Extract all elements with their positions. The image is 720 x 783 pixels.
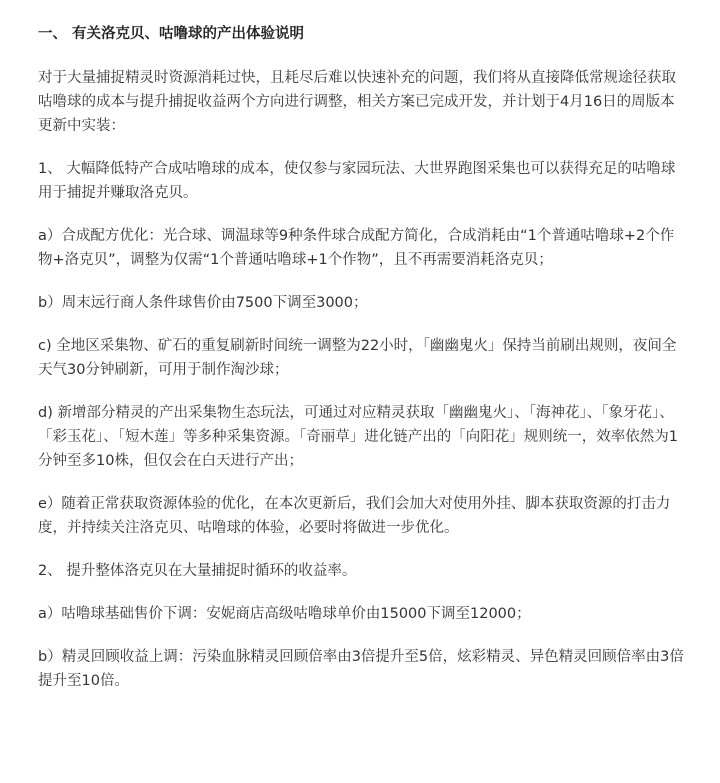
- point-2a-paragraph: a）咕噜球基础售价下调：安妮商店高级咕噜球单价由15000下调至12000；: [38, 606, 531, 622]
- point-1-paragraph: 1、 大幅降低特产合成咕噜球的成本，使仅参与家园玩法、大世界跑图采集也可以获得充足的咕噜球用于捕捉并赚取洛克贝。: [38, 161, 676, 201]
- point-1b-paragraph: b）周末远行商人条件球售价由7500下调至3000；: [38, 295, 368, 311]
- section-heading: 一、 有关洛克贝、咕噜球的产出体验说明: [38, 26, 305, 42]
- point-2-paragraph: 2、 提升整体洛克贝在大量捕捉时循环的收益率。: [38, 563, 357, 579]
- point-1a-paragraph: a）合成配方优化：光合球、调温球等9种条件球合成配方简化，合成消耗由“1个普通咕噜球+2个作物+洛克贝”，调整为仅需“1个普通咕噜球+1个作物”，且不再需要消耗洛克贝；: [38, 228, 675, 268]
- point-1e-paragraph: e）随着正常获取资源体验的优化，在本次更新后，我们会加大对使用外挂、脚本获取资源的打击力度，并持续关注洛克贝、咕噜球的体验，必要时将做进一步优化。: [38, 496, 671, 536]
- intro-paragraph: 对于大量捕捉精灵时资源消耗过快，且耗尽后难以快速补充的问题，我们将从直接降低常规途径获取咕噜球的成本与提升捕捉收益两个方向进行调整，相关方案已完成开发，并计划于4月16日的周版本更新中实装：: [38, 70, 676, 134]
- point-2b-paragraph: b）精灵回顾收益上调：污染血脉精灵回顾倍率由3倍提升至5倍，炫彩精灵、异色精灵回顾倍率由3倍提升至10倍。: [38, 649, 684, 689]
- point-1c-paragraph: c) 全地区采集物、矿石的重复刷新时间统一调整为22小时，「幽幽鬼火」保持当前刷出规则，夜间全天气30分钟刷新，可用于制作淘沙球；: [38, 338, 677, 378]
- point-1d-paragraph: d) 新增部分精灵的产出采集物生态玩法，可通过对应精灵获取「幽幽鬼火」、「海神花」、「象牙花」、「彩玉花」、「短木莲」等多种采集资源。「奇丽草」进化链产出的「向阳花」规则统一，效率依然为1分钟至多10株，但仅会在白天进行产出；: [38, 405, 678, 469]
